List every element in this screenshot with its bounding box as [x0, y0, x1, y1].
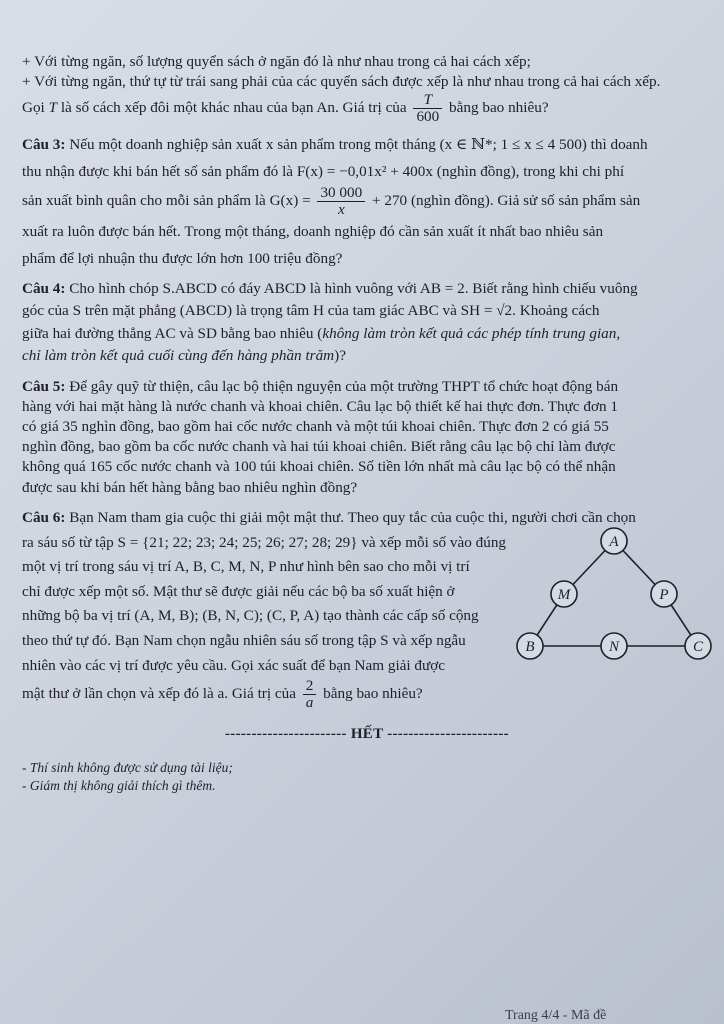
question-6-body: ra sáu số từ tập S = {21; 22; 23; 24; 25; 26; 27; 28; 29} và xếp mỗi số vào đúng một vị trí trong sáu vị trí A, B, C, M, N, P như hình bên sao cho mỗi vị trí chỉ được xếp một số. Mật thư sẽ được giải nếu các bộ ba số xuất hiện ở những bộ ba vị trí (A, M, B); (B, N, C); (C, P, A) tạo thành các cấp số cộng theo thứ tự đó. Bạn Nam chọn ngẫu nhiên sáu số trong tập S và xếp ngẫu nhiên vào các vị trí được yêu cầu. Gọi xác suất để bạn Nam giải được mật thư ở lần chọn và xếp đó là a. Giá trị của $\frac{2}{a}$ bằng bao nhiêu? [22, 533, 507, 712]
exam-notes [22, 759, 712, 794]
fraction-2-over-a: $\frac{2}{a}$ [303, 678, 317, 711]
node-c-label: C [692, 638, 704, 655]
question-4: Câu 4: Cho hình chóp S.ABCD có đáy ABCD là hình vuông với AB = 2. Biết rằng hình chiếu vuông góc của S trên mặt phẳng (ABCD) là trọng tâm H của tam giác ABC và SH = √2. Khoảng cách giữa hai đường thẳng AC và SD bằng bao nhiêu (không làm tròn kết quả các phép tính trung gian, chỉ làm tròn kết quả cuối cùng đến hàng phần trăm)? [22, 280, 638, 364]
node-n-label: N [608, 638, 620, 655]
page-footer: Trang 4/4 - Mã đề [505, 1008, 607, 1023]
question-4-label: Câu 4: [22, 280, 66, 298]
intro-line-3: Gọi T là số cách xếp đôi một khác nhau của bạn An. Giá trị của $\frac{T}{600}$ bằng bao nhiêu? [22, 91, 549, 126]
fraction-t-over-600: $\frac{T}{600}$ [413, 92, 442, 125]
question-3: Câu 3: Nếu một doanh nghiệp sản xuất x sản phẩm trong một tháng (x ∈ ℕ*; 1 ≤ x ≤ 4 500) thì doanh thu nhận được khi bán hết số sản phẩm đó là F(x) = −0,01x² + 400x (nghìn đồng), trong khi chi phí sản xuất bình quân cho mỗi sản phẩm là G(x) = $\frac{30 000}{x}$ + 270 (nghìn đồng). Giả sử số sản phẩm sản xuất ra luôn được bán hết. Trong một tháng, doanh nghiệp đó cần sản xuất ít nhất bao nhiêu sản phẩm để lợi nhuận thu được lớn hơn 100 triệu đồng? [22, 136, 648, 268]
intro-line-1: + Với từng ngăn, số lượng quyển sách ở ngăn đó là như nhau trong cả hai cách xếp; [22, 53, 531, 70]
question-6-label: Câu 6: [22, 508, 66, 526]
intro-line-2: + Với từng ngăn, thứ tự từ trái sang phải của các quyển sách được xếp là như nhau trong cả hai cách xếp. [22, 73, 661, 91]
question-5-label: Câu 5: [22, 377, 66, 395]
triangle-diagram [514, 526, 714, 666]
node-m-label: M [557, 586, 571, 603]
question-5: Câu 5: Để gây quỹ từ thiện, câu lạc bộ thiện nguyện của một trường THPT tổ chức hoạt động bán hàng với hai mặt hàng là nước chanh và khoai chiên. Câu lạc bộ thiết kế hai thực đơn. Thực đơn 1 có giá 35 nghìn đồng, bao gồm hai cốc nước chanh và một túi khoai chiên. Thực đơn 2 có giá 55 nghìn đồng, bao gồm ba cốc nước chanh và hai túi khoai chiên. Biết rằng câu lạc bộ chỉ làm được không quá 165 cốc nước chanh và 100 túi khoai chiên. Số tiền lớn nhất mà câu lạc bộ có thể nhận được sau khi bán hết hàng bằng bao nhiêu nghìn đồng? [22, 377, 619, 496]
fraction-30000-over-x: $\frac{30 000}{x}$ [317, 185, 365, 218]
node-p-label: P [659, 586, 669, 603]
note-1: - Thí sinh không được sử dụng tài liệu; [22, 760, 233, 776]
note-2: - Giám thị không giải thích gì thêm. [22, 777, 216, 793]
node-b-label: B [525, 638, 535, 655]
exam-page [22, 52, 712, 794]
end-marker: ----------------------- HẾT ----------------------- [225, 726, 509, 743]
node-a-label: A [609, 533, 619, 550]
question-3-label: Câu 3: [22, 136, 66, 154]
question-6: Câu 6: Bạn Nam tham gia cuộc thi giải một mật thư. Theo quy tắc của cuộc thi, người chơi cần chọn ra sáu số từ tập S = {21; 22; 23; 24; 25; 26; 27; 28; 29} và xếp mỗi số vào đúng một vị trí trong sáu vị trí A, B, C, M, N, P như hình bên sao cho mỗi vị trí chỉ được xếp một số. Mật thư sẽ được giải nếu các bộ ba số xuất hiện ở những bộ ba vị trí (A, M, B); (B, N, C); (C, P, A) tạo thành các cấp số cộng theo thứ tự đó. Bạn Nam chọn ngẫu nhiên sáu số trong tập S và xếp ngẫu nhiên vào các vị trí được yêu cầu. Gọi xác suất để bạn Nam giải được mật thư ở lần chọn và xếp đó là a. Giá trị của $\frac{2}{a}$ bằng bao nhiêu? A M P B N C [22, 506, 712, 711]
